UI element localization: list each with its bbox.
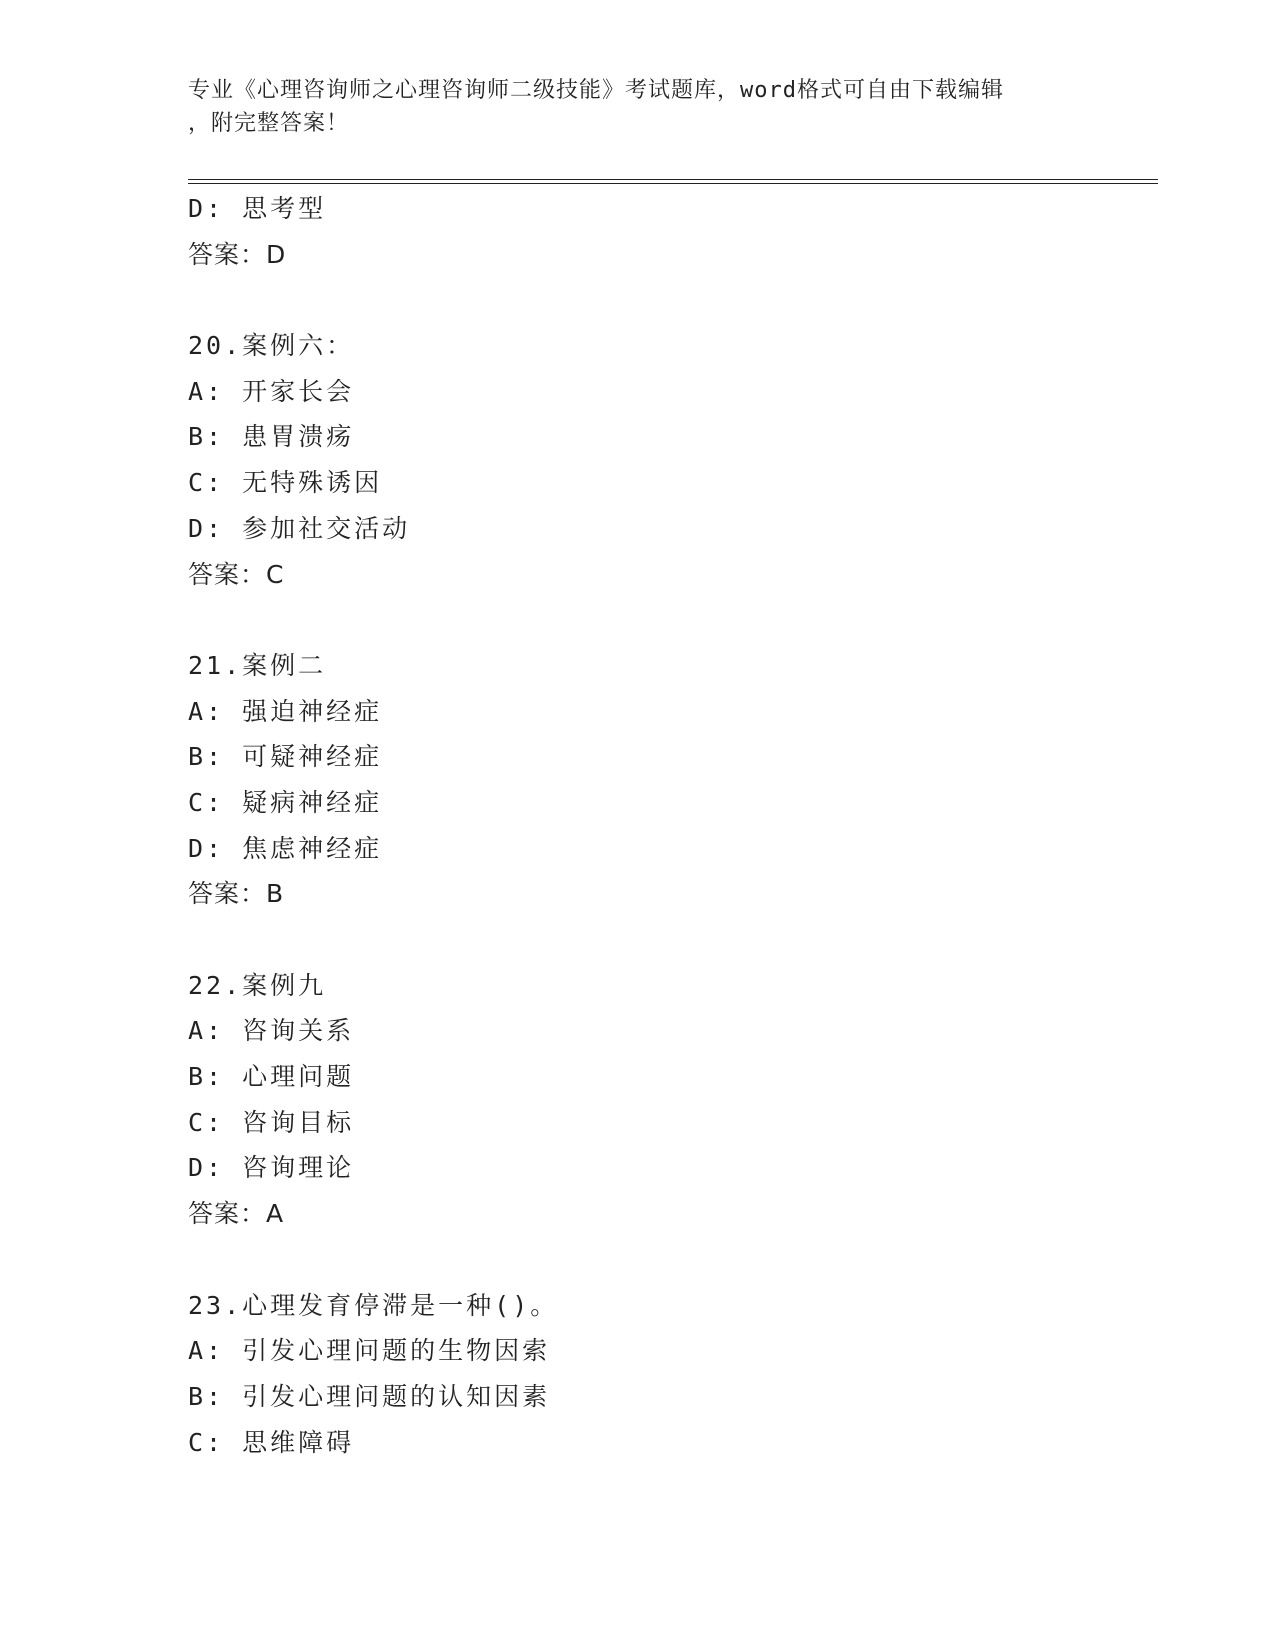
question-stem: 23.心理发育停滞是一种()。 xyxy=(188,1290,559,1320)
option-a: A: 开家长会 xyxy=(188,376,355,406)
header-title-line: 专业《心理咨询师之心理咨询师二级技能》考试题库，word格式可自由下载编辑 xyxy=(188,78,1004,103)
question-block xyxy=(188,323,1158,597)
spacer xyxy=(188,277,1158,323)
option-b: B: 心理问题 xyxy=(188,1062,355,1092)
header-divider-thick xyxy=(188,179,1158,180)
option-c: C: 疑病神经症 xyxy=(188,787,383,817)
question-block xyxy=(188,643,1158,917)
question-stem: 22.案例九 xyxy=(188,970,327,1000)
option-a: A: 引发心理问题的生物因索 xyxy=(188,1336,551,1366)
question-stem: 20.案例六： xyxy=(188,331,355,361)
option-d: D: 参加社交活动 xyxy=(188,513,411,543)
question-stem: 21.案例二 xyxy=(188,650,327,680)
spacer xyxy=(188,597,1158,643)
header-divider-thin xyxy=(188,183,1158,184)
question-block xyxy=(188,1283,1158,1466)
option-c: C: 咨询目标 xyxy=(188,1107,355,1137)
option-d: D: 焦虑神经症 xyxy=(188,833,383,863)
option-d: D: 思考型 xyxy=(188,194,327,223)
answer-line: 答案：A xyxy=(188,1199,285,1229)
option-a: A: 咨询关系 xyxy=(188,1016,355,1046)
question-block-partial xyxy=(188,186,1158,277)
option-a: A: 强迫神经症 xyxy=(188,696,383,726)
spacer xyxy=(188,917,1158,963)
option-c: C: 无特殊诱因 xyxy=(188,468,383,498)
option-b: B: 可疑神经症 xyxy=(188,742,383,772)
answer-line: 答案：C xyxy=(188,559,285,589)
option-b: B: 患胃溃疡 xyxy=(188,422,355,452)
question-block xyxy=(188,963,1158,1237)
question-list xyxy=(188,186,1158,1465)
answer-line: 答案：B xyxy=(188,879,285,909)
option-b: B: 引发心理问题的认知因素 xyxy=(188,1381,551,1411)
spacer xyxy=(188,1237,1158,1283)
option-c: C: 思维障碍 xyxy=(188,1427,355,1457)
document-header xyxy=(188,74,1088,140)
header-title-continuation: ，附完整答案！ xyxy=(188,111,350,136)
option-d: D: 咨询理论 xyxy=(188,1153,355,1183)
answer-line: 答案：D xyxy=(188,239,287,269)
